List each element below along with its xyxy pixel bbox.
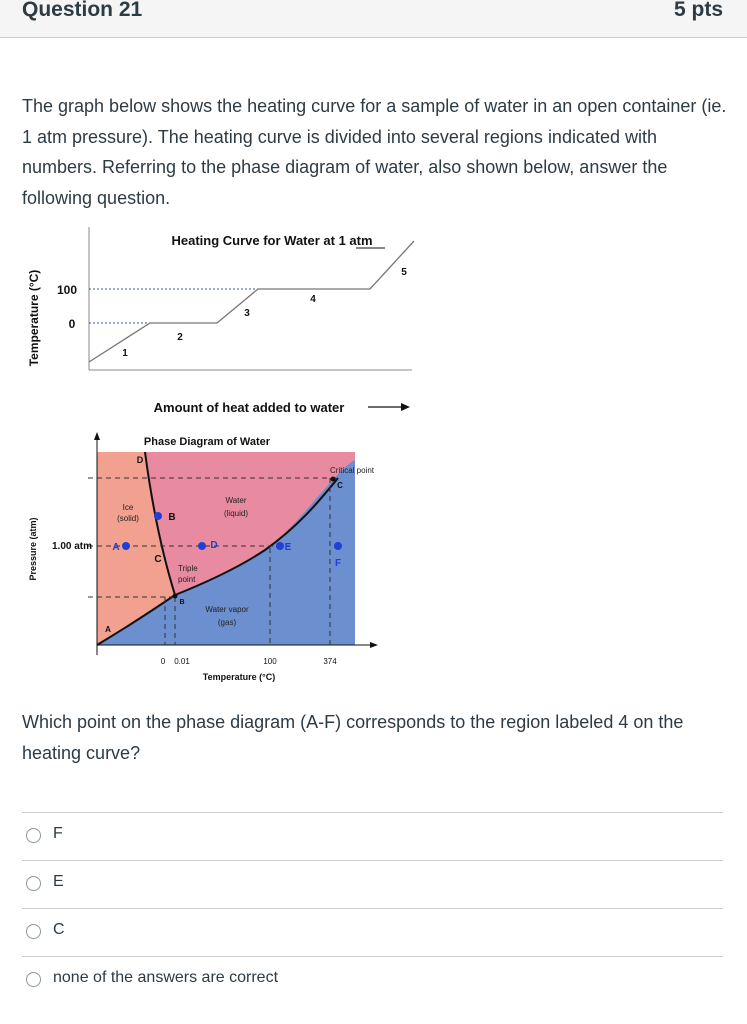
vapor-label-sub: (gas) bbox=[217, 618, 237, 627]
phase-y-arrow-icon bbox=[94, 432, 100, 440]
radio-button[interactable] bbox=[26, 924, 41, 939]
point-e-label: E bbox=[284, 542, 292, 553]
point-b-dot bbox=[154, 512, 162, 520]
x-tick-374: 374 bbox=[323, 657, 337, 666]
triple-point-label: Triple bbox=[178, 564, 198, 573]
heating-x-axis-label: Amount of heat added to water bbox=[153, 400, 345, 415]
triple-point-dot bbox=[173, 594, 178, 599]
phase-diagram-chart bbox=[28, 432, 378, 682]
answer-option[interactable] bbox=[22, 908, 723, 956]
ice-label-sub: (solid) bbox=[117, 514, 139, 523]
radio-button[interactable] bbox=[26, 972, 41, 987]
critical-c-label: C bbox=[337, 481, 343, 490]
point-d-top-label: D bbox=[136, 455, 144, 465]
vapor-label: Water vapor bbox=[205, 605, 249, 614]
point-c-label: C bbox=[154, 554, 162, 565]
answer-option[interactable] bbox=[22, 812, 723, 860]
point-d-dot bbox=[198, 542, 206, 550]
heating-tick-0: 0 bbox=[68, 317, 76, 331]
question-prompt: The graph below shows the heating curve for a sample of water in an open container (ie. 1 atm pressure). The heating curve is divided into several regions indicated with numbers. Referring to the phase diagram of water, also shown below, answer the following question. bbox=[22, 96, 727, 208]
water-label-sub: (liquid) bbox=[223, 509, 249, 518]
triple-point-label-sub: point bbox=[178, 575, 196, 584]
heating-y-axis-label: Temperature (°C) bbox=[27, 269, 41, 367]
region-label-3: 3 bbox=[244, 308, 250, 319]
phase-diagram-title: Phase Diagram of Water bbox=[143, 436, 271, 448]
heating-curve-chart bbox=[27, 227, 414, 415]
phase-x-arrow-icon bbox=[370, 642, 378, 648]
point-d-label: D bbox=[210, 540, 218, 551]
question-title: Question 21 bbox=[22, 0, 143, 21]
solid-a-label: A bbox=[105, 625, 111, 634]
point-a-dot bbox=[122, 542, 130, 550]
question-points: 5 pts bbox=[673, 0, 723, 21]
question-text: Which point on the phase diagram (A-F) corresponds to the region labeled 4 on the heating curve? bbox=[22, 712, 684, 763]
ice-label: Ice bbox=[122, 503, 134, 512]
heating-curve-line bbox=[89, 241, 414, 362]
answer-option[interactable] bbox=[22, 860, 723, 908]
point-e-dot bbox=[276, 542, 284, 550]
point-a-label: A bbox=[112, 542, 120, 553]
answer-label[interactable]: none of the answers are correct bbox=[53, 969, 279, 986]
answer-list bbox=[22, 812, 723, 1004]
water-label: Water bbox=[225, 496, 247, 505]
point-f-label: F bbox=[334, 558, 342, 569]
point-f-dot bbox=[334, 542, 342, 550]
region-label-2: 2 bbox=[177, 332, 183, 343]
heating-tick-100: 100 bbox=[56, 283, 78, 297]
x-arrow-icon bbox=[401, 403, 410, 411]
answer-label[interactable]: C bbox=[53, 921, 65, 938]
region-label-1: 1 bbox=[122, 348, 128, 359]
radio-button[interactable] bbox=[26, 876, 41, 891]
critical-point-label: Critical point bbox=[330, 466, 375, 475]
region-label-4: 4 bbox=[310, 294, 316, 305]
critical-point-dot bbox=[331, 477, 336, 482]
triple-b-label: B bbox=[179, 599, 185, 606]
x-tick-0: 0 bbox=[160, 657, 166, 666]
pressure-tick-label: 1.00 atm bbox=[51, 541, 93, 552]
phase-y-axis-label: Pressure (atm) bbox=[28, 517, 38, 581]
answer-label[interactable]: F bbox=[53, 825, 63, 842]
x-tick-100: 100 bbox=[263, 657, 277, 666]
answer-option[interactable] bbox=[22, 956, 723, 1004]
region-label-5: 5 bbox=[401, 267, 407, 278]
x-tick-001: 0.01 bbox=[174, 657, 190, 666]
radio-button[interactable] bbox=[26, 828, 41, 843]
phase-x-axis-label: Temperature (°C) bbox=[202, 672, 276, 682]
answer-label[interactable]: E bbox=[53, 873, 64, 890]
point-b-label: B bbox=[168, 512, 176, 523]
heating-curve-title: Heating Curve for Water at 1 atm bbox=[171, 233, 373, 248]
